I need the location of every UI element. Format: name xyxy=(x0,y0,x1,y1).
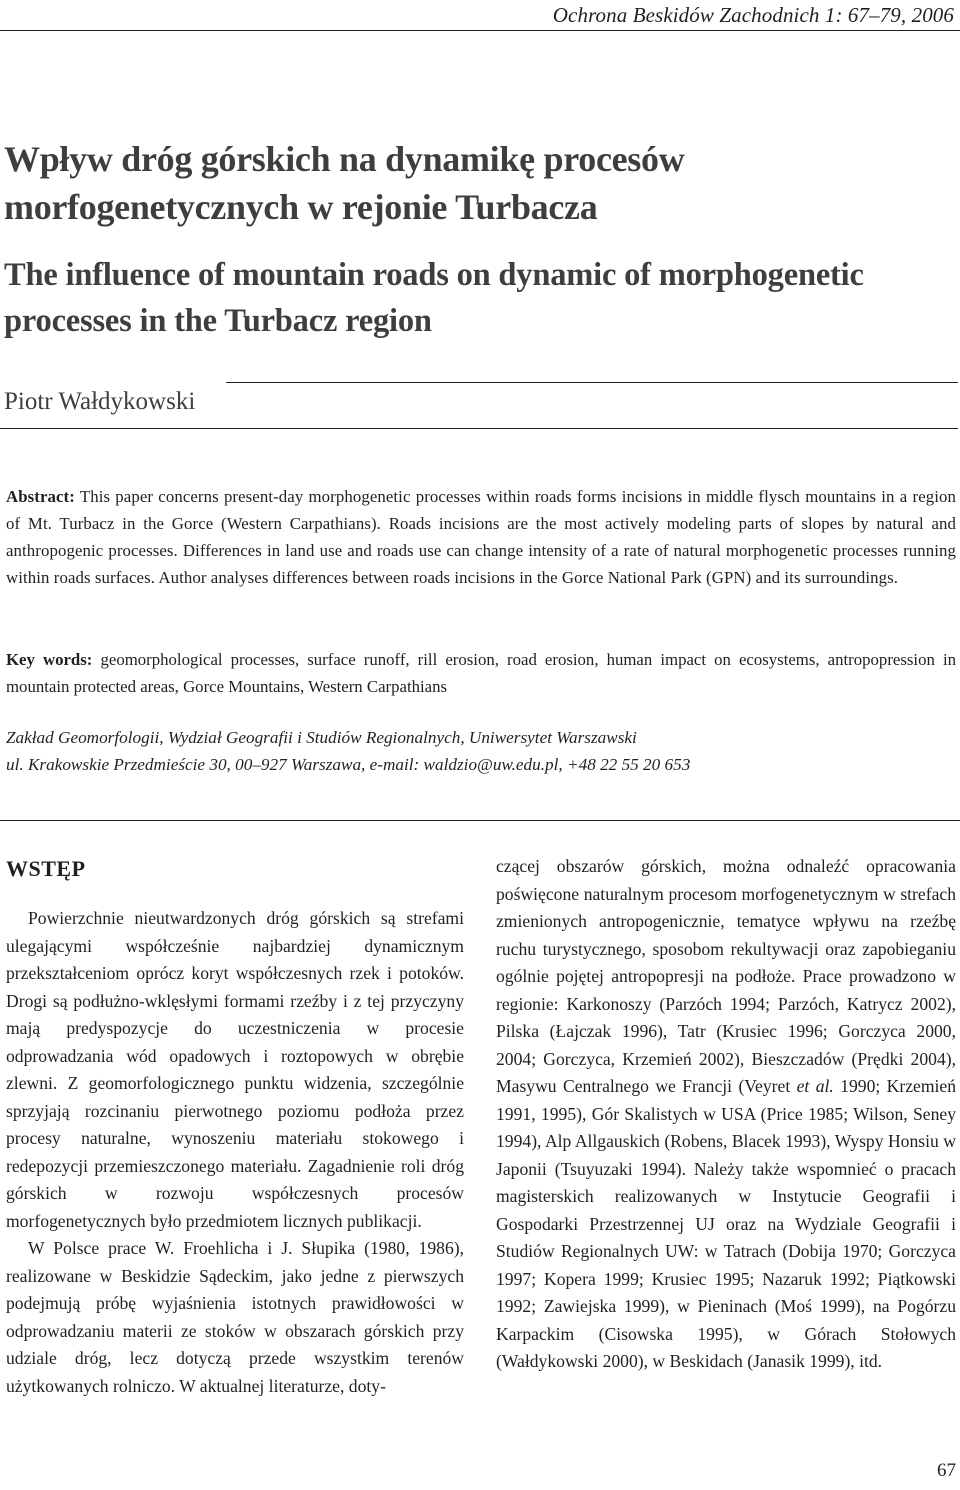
body-rule xyxy=(0,820,960,821)
left-paragraph-2: W Polsce prace W. Froehlicha i J. Słupika (1980, 1986), realizowane w Beskidzie Sądeckim, jako jedne z pierwszych podejmują próbę wyjaśnienia istotnych prawidłowości w odprowadzaniu materii ze stoków w obszarach górskich przy udziale dróg, lecz dotyczą przede wszystkim terenów użytkowanych rolniczo. W aktualnej literaturze, doty- xyxy=(6,1238,464,1396)
left-paragraph-1: Powierzchnie nieutwardzonych dróg górskich są strefami ulegającymi współcześnie najbardziej dynamicznym przekształceniom oprócz koryt współczesnych rzek i potoków. Drogi są podłużno-wklęsłymi formami rzeźby i z tej przyczyny mają predyspozycje do uczestniczenia w procesie odprowadzania wód opadowych i roztopowych w obrębie zlewni. Z geomorfologicznego punktu widzenia, szczególnie sprzyjają rozcinaniu pierwotnego poziomu podłoża przez procesy naturalne, wynoszeniu materiału stokowego i redepozycji przemieszczonego materiału. Zagadnienie roli dróg górskich w rozwoju współczesnych procesów morfogenetycznych było przedmiotem licznych publikacji. xyxy=(6,908,464,1231)
affiliation xyxy=(6,724,946,778)
page-number: 67 xyxy=(937,1460,956,1481)
journal-citation: Ochrona Beskidów Zachodnich 1: 67–79, 2006 xyxy=(552,3,954,27)
abstract xyxy=(6,483,956,591)
title-polish: Wpływ dróg górskich na dynamikę procesów morfogenetycznych w rejonie Turbacza xyxy=(4,139,685,227)
right-column xyxy=(496,853,956,1376)
section-heading: WSTĘP xyxy=(6,856,86,881)
abstract-text: This paper concerns present-day morphogenetic processes within roads forms incisions in middle flysch mountains in a region of Mt. Turbacz in the Gorce (Western Carpathians). Roads incisions are the most actively modeling parts of slopes by natural and anthropogenic processes. Differences in land use and roads use can change intensity of a rate of natural morphogenetic processes running within roads surfaces. Author analyses differences between roads incisions in the Gorce National Park (GPN) and its surroundings. xyxy=(6,487,956,587)
right-text-part-1: czącej obszarów górskich, można odnaleźć opracowania poświęcone naturalnym procesom morfogenetycznym w strefach zmienionych antropogenicznie, tematyce wpływu na rzeźbę ruchu turystycznego, sposobom rekultywacji oraz zapobieganiu ogólnie pojętej antropopresji na podłoże. Prace prowadzono w regionie: Karkonoszy (Parzóch 1994; Parzóch, Katrycz 2002), Pilska (Łajczak 1996), Tatr (Krusiec 1996; Gorczyca 2000, 2004; Gorczyca, Krzemień 2002), Bieszczadów (Prędki 2004), Masywu Centralnego we Francji (Veyret xyxy=(496,856,956,1096)
keywords-text: geomorphological processes, surface runoff, rill erosion, road erosion, human impact on ecosystems, antropopression in mountain protected areas, Gorce Mountains, Western Carpathians xyxy=(6,650,957,696)
right-text-etal: et al. xyxy=(796,1076,834,1096)
left-column xyxy=(6,905,464,1400)
title-english: The influence of mountain roads on dynamic of morphogenetic processes in the Turbacz region xyxy=(4,257,864,339)
abstract-label: Abstract: xyxy=(6,487,75,506)
right-text-part-2: 1990; Krzemień 1991, 1995), Gór Skalistych w USA (Price 1985; Wilson, Seney 1994), Alp Allgauskich (Robens, Blacek 1993), Wyspy Honsiu w Japonii (Tsuyuzaki 1994). Należy także wspomnieć o pracach magisterskich realizowanych w Instytucie Geografii i Gospodarki Przestrzennej UJ oraz na Wydziale Geografii i Studiów Regionalnych UW: w Tatrach (Dobija 1970; Gorczyca 1997; Kopera 1999; Krusiec 1995; Nazaruk 1992; Piątkowski 1992; Zawiejska 1999), w Pieninach (Moś 1999), na Pogórzu Karpackim (Cisowska 1995), w Górach Stołowych (Wałdykowski 2000), w Beskidach (Janasik 1999), itd. xyxy=(496,1076,957,1371)
author-rule-top xyxy=(226,382,958,383)
author-rule-bottom xyxy=(0,428,958,429)
header-rule xyxy=(0,30,960,31)
keywords-label: Key words: xyxy=(6,650,93,669)
keywords xyxy=(6,646,956,700)
affiliation-institution: Zakład Geomorfologii, Wydział Geografii i Studiów Regionalnych, Uniwersytet Warszawski xyxy=(6,728,637,747)
affiliation-address: ul. Krakowskie Przedmieście 30, 00–927 Warszawa, e-mail: waldzio@uw.edu.pl, +48 22 55 20 653 xyxy=(6,755,691,774)
author-name: Piotr Wałdykowski xyxy=(4,388,196,415)
right-paragraph xyxy=(496,853,956,1376)
